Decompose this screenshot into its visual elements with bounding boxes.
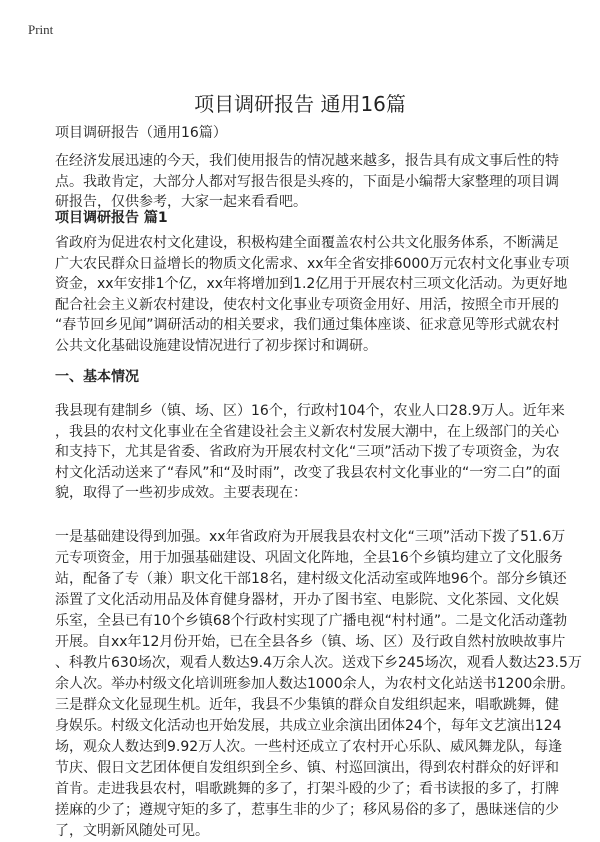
paragraph-line: 省政府为促进农村文化建设，积极构建全面覆盖农村公共文化服务体系，不断满足 [55, 235, 559, 251]
paragraph-line: 开展。自xx年12月份开始，已在全县各乡（镇、场、区）及行政自然村放映故事片 [55, 634, 566, 650]
paragraph-line: 场，观众人数达到9.92万人次。一些村还成立了农村开心乐队、威风舞龙队，每逢 [55, 739, 563, 755]
paragraph-line: 我县现有建制乡（镇、场、区）16个，行政村104个，农业人口28.9万人。近年来 [55, 403, 565, 419]
paragraph-line: 余人次。举办村级文化培训班参加人数达1000余人，为农村文化站送书1200余册。 [55, 676, 575, 692]
details-paragraph [55, 527, 582, 842]
basic-situation-paragraph [55, 401, 565, 504]
paragraph-line: ，我县的农村文化事业在全省建设社会主义新农村发展大潮中，在上级部门的关心 [55, 423, 559, 440]
paragraph-line: 节庆、假日文艺团体便自发组织到全乡、镇、村巡回演出，得到农村群众的好评和 [55, 760, 559, 776]
paragraph-line: 、科教片630场次，观看人数达9.4万余人次。送戏下乡245场次，观看人数达23.5万 [55, 655, 582, 671]
paragraph-line: 在经济发展迅速的今天，我们使用报告的情况越来越多，报告具有成文事后性的特 [55, 153, 559, 169]
paragraph-line: 和支持下，尤其是省委、省政府为开展农村文化“三项”活动下拨了专项资金，为农 [55, 444, 560, 460]
basic-situation-heading: 一、基本情况 [55, 369, 139, 385]
paragraph-line: 村文化活动送来了“春风”和“及时雨”，改变了我县农村文化事业的“一穷二白”的面 [55, 464, 561, 481]
section1-paragraph [55, 233, 570, 356]
paragraph-line: 资金，xx年安排1个亿，xx年将增加到1.2亿用于开展农村三项文化活动。为更好地 [55, 276, 568, 292]
paragraph-line: 身娱乐。村级文化活动也开始发展，共成立业余演出团体24个，每年文艺演出124 [55, 718, 562, 734]
paragraph-line: 貌，取得了一些初步成效。主要表现在： [55, 485, 307, 501]
page-title: 项目调研报告 通用16篇 [194, 92, 406, 116]
print-link[interactable]: Print [28, 22, 54, 37]
paragraph-line: 研报告，仅供参考，大家一起来看看吧。 [55, 194, 307, 210]
intro-paragraph [55, 151, 559, 213]
subtitle-text: 项目调研报告（通用16篇） [55, 125, 227, 141]
paragraph-line: 元专项资金，用于加强基础建设、巩固文化阵地，全县16个乡镇均建立了文化服务 [55, 550, 563, 566]
paragraph-line: 三是群众文化显现生机。近年，我县不少集镇的群众自发组织起来，唱歌跳舞，健 [55, 697, 559, 713]
paragraph-line: 一是基础建设得到加强。xx年省政府为开展我县农村文化“三项”活动下拨了51.6万 [55, 529, 566, 545]
paragraph-line: 广大农民群众日益增长的物质文化需求、xx年全省安排6000万元农村文化事业专项 [55, 255, 570, 272]
paragraph-line: 搓麻的少了；遵规守矩的多了，惹事生非的少了；移风易俗的多了，愚昧迷信的少 [55, 802, 559, 818]
paragraph-line: 首肯。走进我县农村，唱歌跳舞的多了，打架斗殴的少了；看书读报的多了，打牌 [55, 781, 559, 797]
paragraph-line: 站，配备了专（兼）职文化干部18名，建村级文化活动室或阵地96个。部分乡镇还 [55, 571, 567, 587]
paragraph-line: 公共文化基础设施建设情况进行了初步探讨和调研。 [55, 337, 377, 354]
paragraph-line: 点。我敢肯定，大部分人都对写报告很是头疼的，下面是小编帮大家整理的项目调 [55, 173, 559, 190]
section-heading-1: 项目调研报告 篇1 [55, 210, 168, 226]
paragraph-line: 乐室，全县已有10个乡镇68个行政村实现了广播电视“村村通”。二是文化活动蓬勃 [55, 613, 568, 629]
document-subtitle [55, 123, 555, 144]
paragraph-line: 配合社会主义新农村建设，使农村文化事业专项资金用好、用活，按照全市开展的 [55, 296, 559, 313]
paragraph-line: 了，文明新风随处可见。 [55, 823, 209, 839]
paragraph-line: “春节回乡见闻”调研活动的相关要求，我们通过集体座谈、征求意见等形式就农村 [55, 317, 560, 333]
paragraph-line: 添置了文化活动用品及体育健身器材，开办了图书室、电影院、文化茶园、文化娱 [55, 592, 559, 608]
